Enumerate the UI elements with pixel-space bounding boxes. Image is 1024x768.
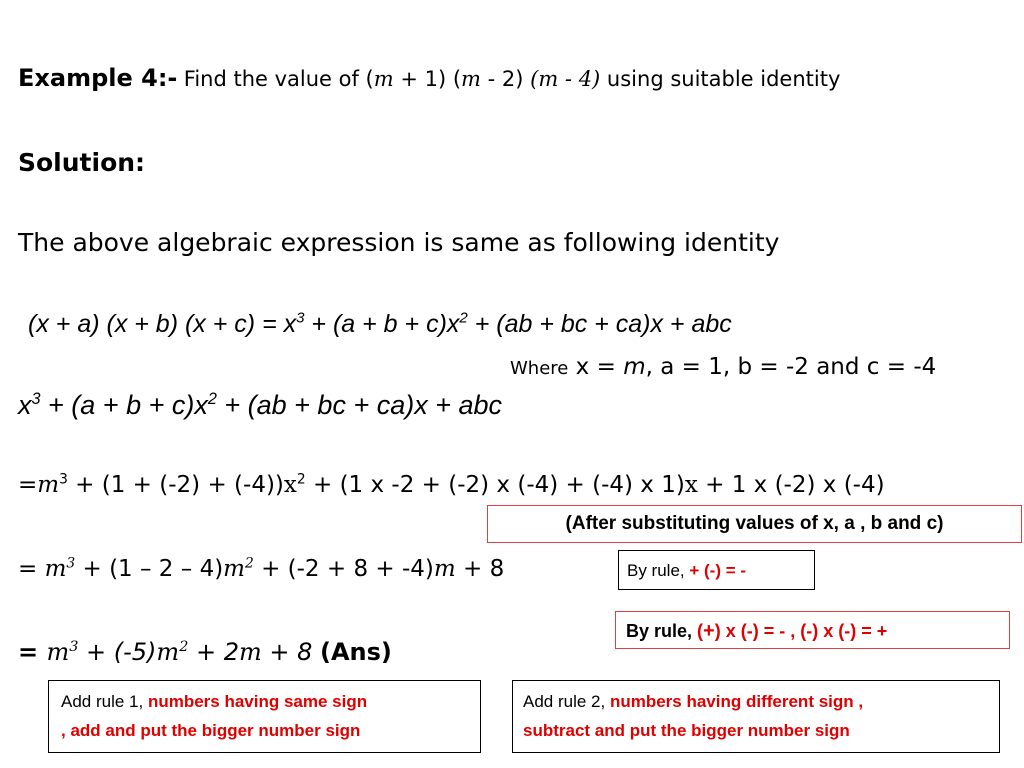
identity-rhs: $x^3 + (a + b + c)x^2 + (ab$ + bc + ca)x + abc xyxy=(18,390,503,420)
identity-formula: (x + a) (x + b) $(x + c) = x^3 + (a + b + c)x^2 + (ab$ + bc + ca)x + abc xyxy=(28,309,732,338)
example-label: Example 4:- xyxy=(18,64,178,92)
rule-plus-box: By rule, + (-) = - xyxy=(618,550,815,590)
simplification-step: = $m^3 + (1 - 2 - 4)m^2 + (-2 + 8 + -4)m + 8$ xyxy=(18,555,505,582)
substitution-note-box: (After substituting values of x, a , b and c) xyxy=(487,505,1022,543)
add-rule-1-box: Add rule 1, numbers having same sign , add and put the bigger number sign xyxy=(48,680,481,753)
solution-label: Solution: xyxy=(18,148,146,177)
example-prompt: Find the value of (m + 1) (m - 2) (m - 4) using suitable identity xyxy=(183,67,841,91)
substitution-step: $=m^3 + (1 + (-2) + (-4))x^2 + (1$ x -2 + (-2) x (-4) + (-4) x 1)x + 1 x (-2) x (-4) xyxy=(18,471,885,498)
rule-multiply-box: By rule, (+) x (-) = - , (-) x (-) = + xyxy=(615,611,1010,649)
identity-statement: The above algebraic expression is same as following identity xyxy=(18,228,780,257)
final-answer: = $m^3 + (-5)m^2 + 2m + 8$ (Ans) xyxy=(18,638,392,666)
example-heading xyxy=(18,64,840,92)
add-rule-2-box: Add rule 2, numbers having different sign , subtract and put the bigger number sign xyxy=(512,680,1000,753)
where-values: Where x = m, a = 1, b = -2 and c = -4 xyxy=(510,354,937,380)
